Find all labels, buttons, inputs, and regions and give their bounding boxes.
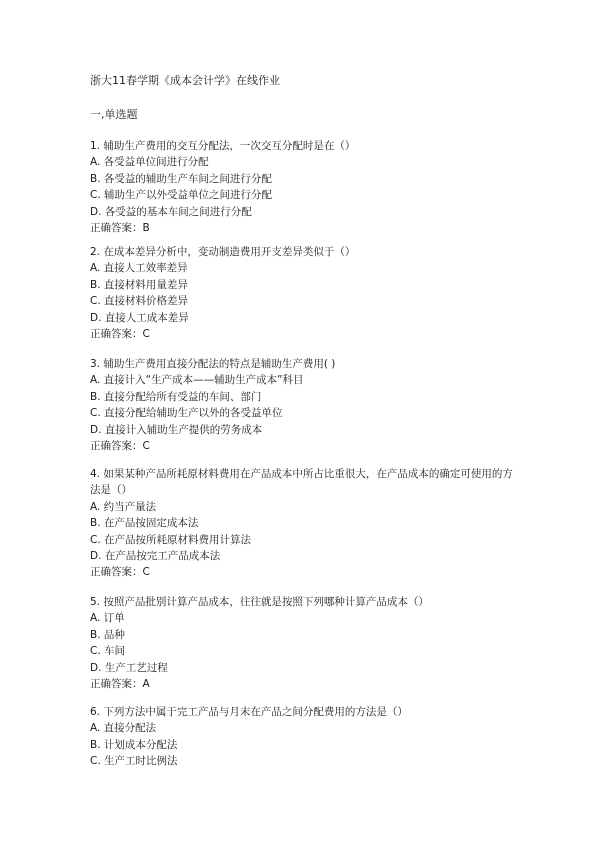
question-stem: 5. 按照产品批别计算产品成本，往往就是按照下列哪种计算产品成本（） [90,596,429,608]
option-d: D. 生产工艺过程 [90,661,168,674]
question-2 [90,244,520,342]
question-stem: 4. 如果某种产品所耗原材料费用在产品成本中所占比重很大，在产品成本的确定可使用的方法是（） [90,468,513,497]
option-c: C. 直接材料价格差异 [90,295,189,308]
question-stem: 2. 在成本差异分析中，变动制造费用开支差异类似于（） [90,246,356,258]
option-b: B. 在产品按固定成本法 [90,517,199,530]
correct-answer: 正确答案：A [90,678,150,691]
question-stem: 3. 辅助生产费用直接分配法的特点是辅助生产费用( ) [90,358,336,370]
option-a: A. 直接分配法 [90,722,157,735]
option-c: C. 生产工时比例法 [90,755,178,768]
option-a: A. 约当产量法 [90,500,157,513]
question-3 [90,356,520,454]
option-c: C. 在产品按所耗原材料费用计算法 [90,533,252,546]
option-c: C. 直接分配给辅助生产以外的各受益单位 [90,407,283,420]
option-d: D. 直接计入辅助生产提供的劳务成本 [90,423,263,436]
option-a: A. 订单 [90,612,125,625]
option-a: A. 直接人工效率差异 [90,262,188,275]
question-stem: 1. 辅助生产费用的交互分配法，一次交互分配时是在（） [90,140,356,152]
option-b: B. 直接材料用量差异 [90,278,188,291]
question-5 [90,594,520,692]
question-4 [90,466,520,581]
option-c: C. 辅助生产以外受益单位之间进行分配 [90,189,273,202]
option-c: C. 车间 [90,645,126,658]
correct-answer: 正确答案：C [90,566,150,579]
question-6 [90,704,520,770]
option-b: B. 各受益的辅助生产车间之间进行分配 [90,172,272,185]
correct-answer: 正确答案：B [90,222,150,235]
option-b: B. 计划成本分配法 [90,738,178,751]
option-d: D. 直接人工成本差异 [90,311,189,324]
question-stem: 6. 下列方法中属于完工产品与月末在产品之间分配费用的方法是（） [90,706,408,718]
correct-answer: 正确答案：C [90,440,150,453]
document-title: 浙大11春学期《成本会计学》在线作业 [90,74,280,87]
option-d: D. 各受益的基本车间之间进行分配 [90,205,252,218]
option-b: B. 直接分配给所有受益的车间、部门 [90,390,262,403]
option-b: B. 品种 [90,628,125,641]
question-1 [90,138,520,236]
correct-answer: 正确答案：C [90,328,150,341]
option-a: A. 直接计入“生产成本——辅助生产成本”科目 [90,374,304,387]
option-d: D. 在产品按完工产品成本法 [90,550,221,563]
section-title: 一,单选题 [90,108,138,121]
option-a: A. 各受益单位间进行分配 [90,156,209,169]
